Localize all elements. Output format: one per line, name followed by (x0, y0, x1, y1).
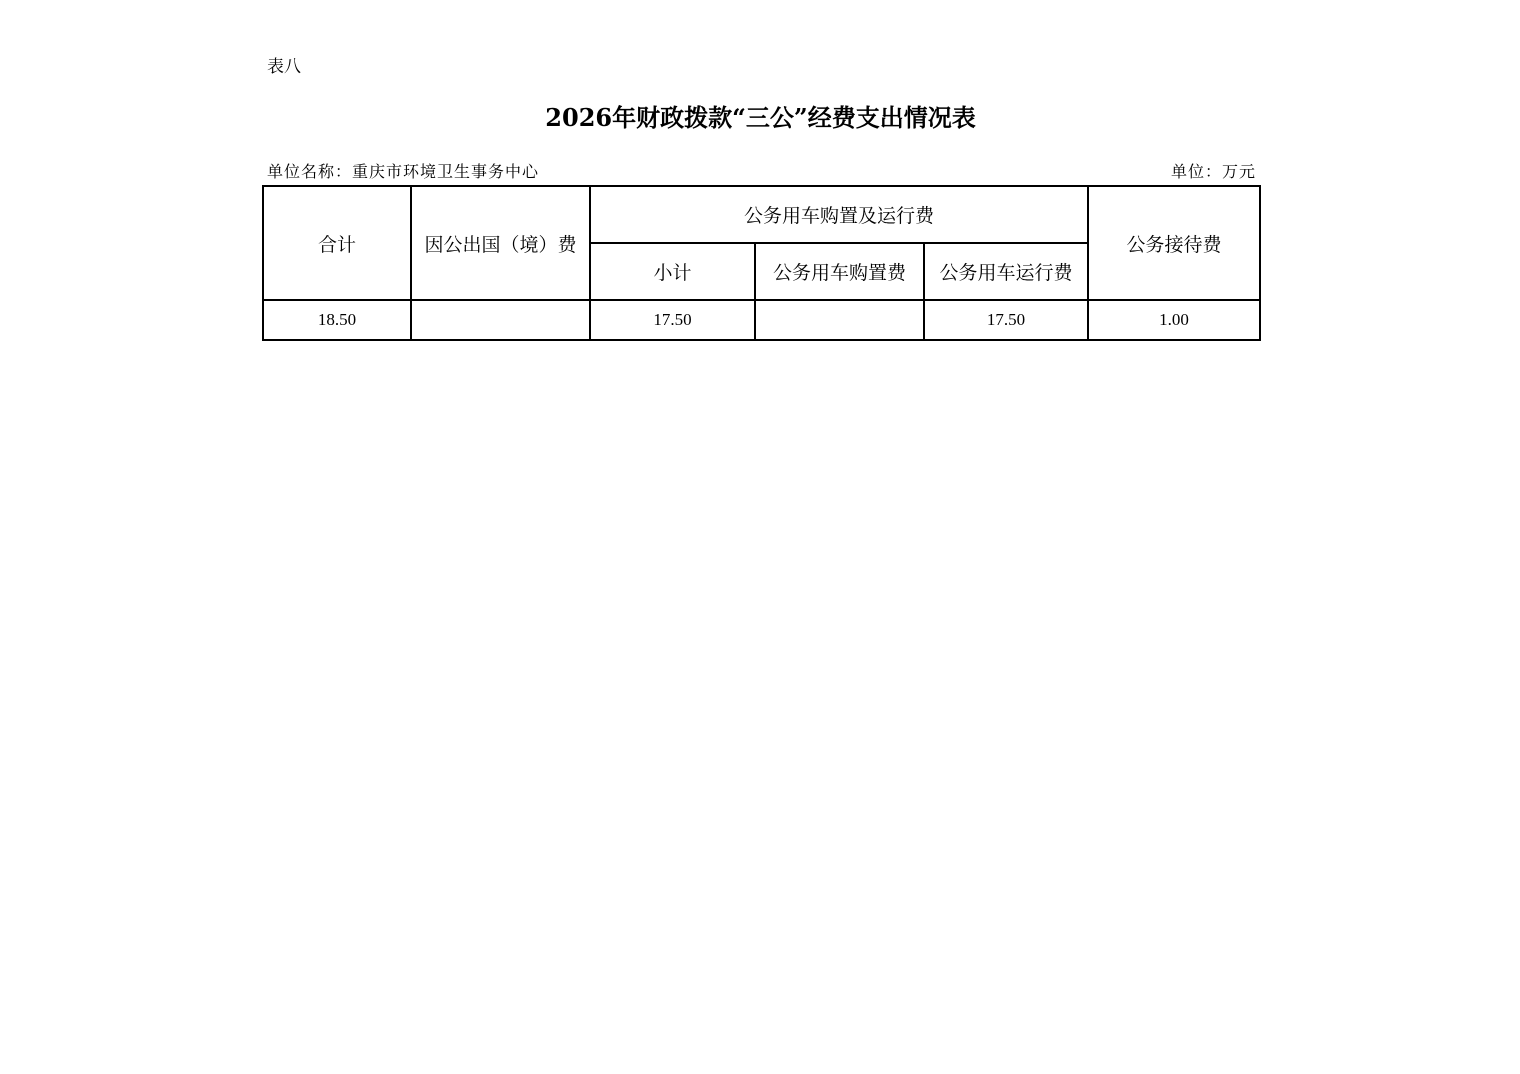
header-reception: 公务接待费 (1088, 186, 1260, 300)
page-title: 2026年财政拨款“三公”经费支出情况表 (545, 103, 976, 132)
cell-vehicle-operation: 17.50 (924, 300, 1088, 340)
cell-vehicle-subtotal: 17.50 (590, 300, 755, 340)
table-row (263, 300, 1260, 340)
unit-label: 单位：万元 (1170, 162, 1256, 181)
cell-vehicle-purchase (755, 300, 924, 340)
cell-total: 18.50 (263, 300, 411, 340)
header-vehicle-group: 公务用车购置及运行费 (590, 186, 1088, 243)
header-overseas: 因公出国（境）费 (411, 186, 590, 300)
header-total: 合计 (263, 186, 411, 300)
cell-reception: 1.00 (1088, 300, 1260, 340)
header-vehicle-subtotal: 小计 (590, 243, 755, 300)
unit-name: 单位名称：重庆市环境卫生事务中心 (267, 162, 540, 181)
header-vehicle-operation: 公务用车运行费 (924, 243, 1088, 300)
cell-overseas (411, 300, 590, 340)
table-header-row (263, 186, 1260, 243)
header-vehicle-purchase: 公务用车购置费 (755, 243, 924, 300)
table-number-label: 表八 (267, 57, 301, 77)
expense-table (262, 185, 1261, 341)
